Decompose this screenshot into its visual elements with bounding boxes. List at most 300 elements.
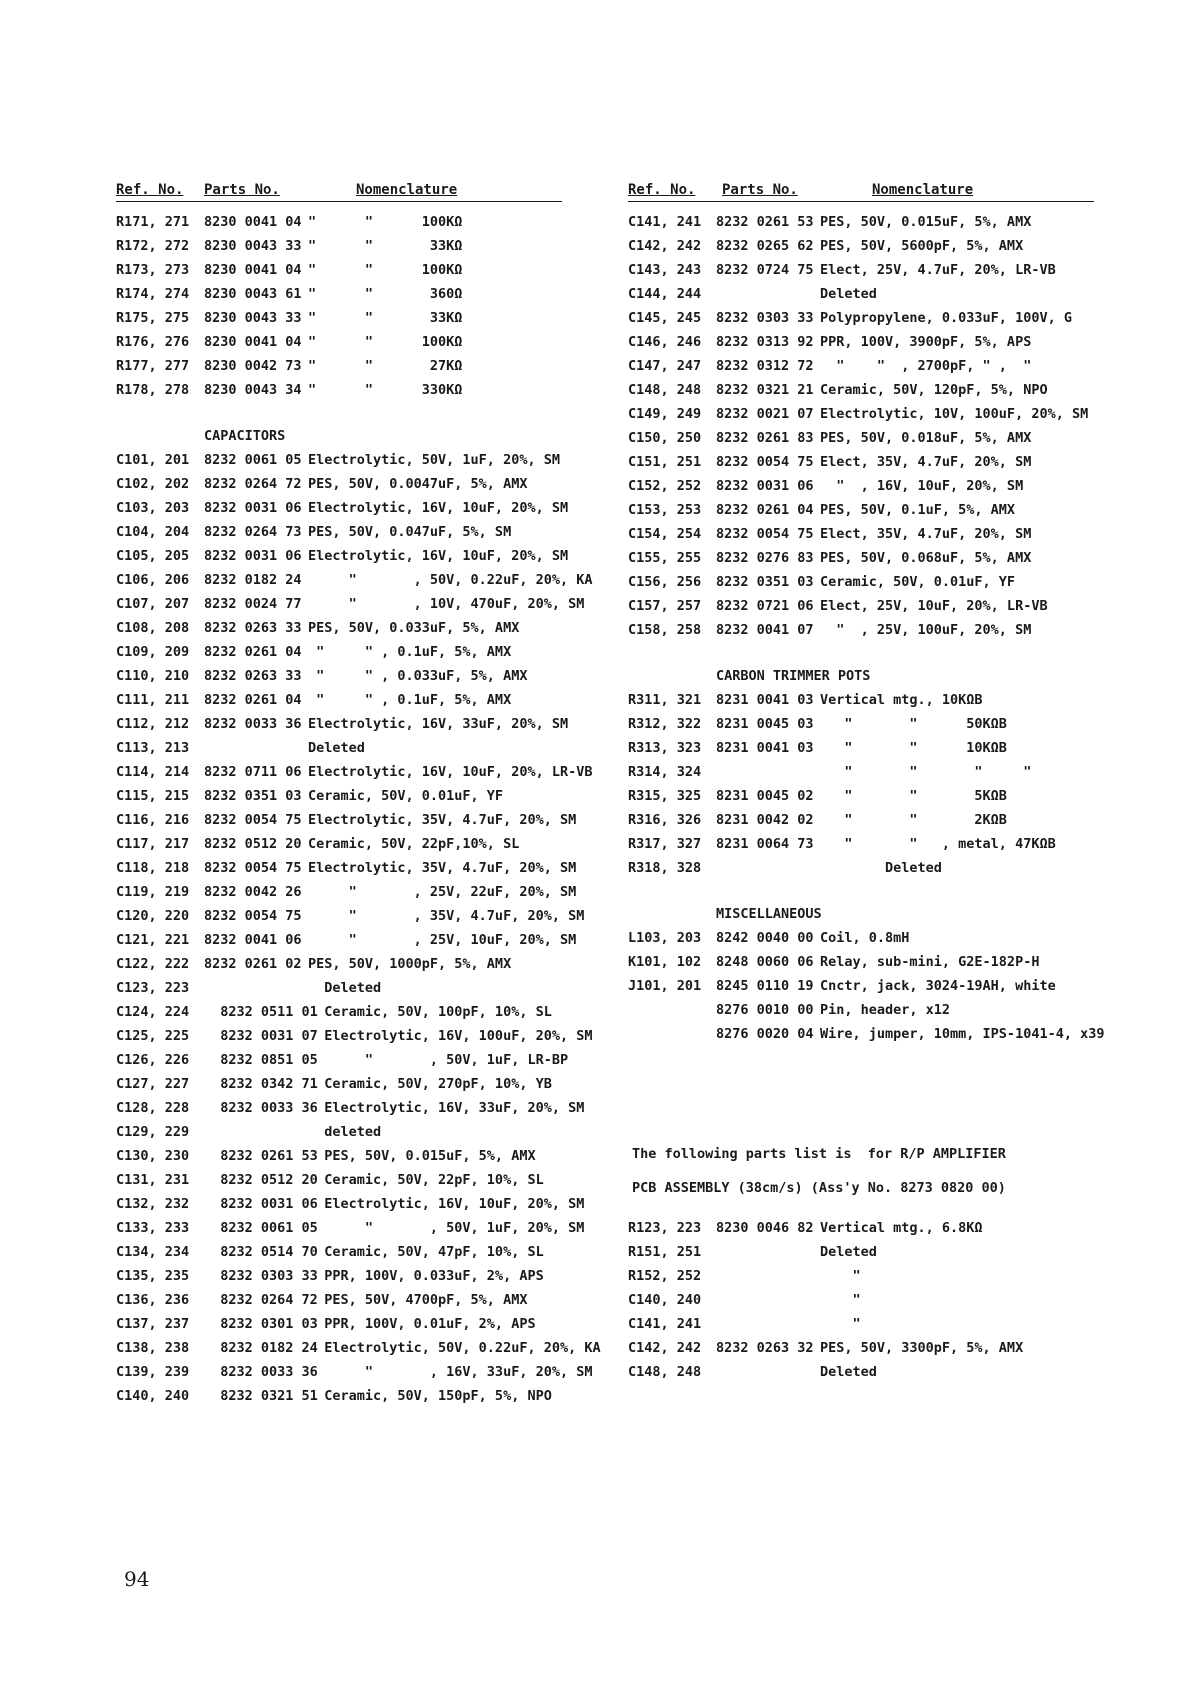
- parts-no: 8232 0033 36: [204, 1364, 318, 1380]
- ref-no: C121, 221: [116, 932, 190, 948]
- ref-no: R123, 223: [628, 1220, 702, 1236]
- table-row: [628, 712, 1098, 736]
- nomenclature: " " " ": [820, 764, 1032, 780]
- nomenclature: " " 50KΩB: [820, 716, 1007, 732]
- parts-no: 8232 0033 36: [204, 1100, 318, 1116]
- table-row: [116, 904, 586, 928]
- ref-no: C142, 242: [628, 238, 702, 254]
- ref-no: C144, 244: [628, 286, 702, 302]
- nomenclature: " , 16V, 33uF, 20%, SM: [308, 1364, 593, 1380]
- table-row: [628, 1288, 1098, 1312]
- nomenclature: Electrolytic, 50V, 0.22uF, 20%, KA: [308, 1340, 601, 1356]
- table-row: [116, 544, 586, 568]
- table-row: [628, 760, 1098, 784]
- ref-no: C131, 231: [116, 1172, 190, 1188]
- nomenclature: Deleted: [820, 1244, 877, 1260]
- nomenclature: " , 10V, 470uF, 20%, SM: [308, 596, 585, 612]
- table-row: [116, 568, 593, 592]
- ref-no: C120, 220: [116, 908, 190, 924]
- ref-no: C116, 216: [116, 812, 190, 828]
- misc-list: [628, 926, 1105, 1046]
- parts-no: 8232 0264 73: [204, 524, 302, 540]
- nomenclature: " " , 0.033uF, 5%, AMX: [308, 668, 528, 684]
- table-row: [116, 234, 586, 258]
- parts-no: 8230 0043 34: [204, 382, 302, 398]
- trimmer-list: [628, 688, 1098, 880]
- table-row: [628, 234, 1098, 258]
- table-row: [116, 592, 586, 616]
- ref-no: C138, 238: [116, 1340, 190, 1356]
- nomenclature: " " 10KΩB: [820, 740, 1007, 756]
- nomenclature: Ceramic, 50V, 47pF, 10%, SL: [308, 1244, 544, 1260]
- parts-no: 8232 0512 20: [204, 836, 302, 852]
- nomenclature: Elect, 25V, 4.7uF, 20%, LR-VB: [820, 262, 1056, 278]
- ref-no: R177, 277: [116, 358, 190, 374]
- nomenclature: Electrolytic, 16V, 10uF, 20%, SM: [308, 1196, 585, 1212]
- parts-no: 8232 0851 05: [204, 1052, 318, 1068]
- nomenclature: " " 100KΩ: [308, 262, 463, 278]
- table-row: [628, 354, 1098, 378]
- table-row: [628, 450, 1098, 474]
- table-row: [116, 856, 586, 880]
- table-row: [116, 1216, 586, 1240]
- parts-no: 8232 0721 06: [716, 598, 814, 614]
- parts-no: 8232 0263 33: [204, 668, 302, 684]
- table-row: [116, 496, 586, 520]
- parts-no: 8232 0261 04: [204, 692, 302, 708]
- ref-no: R176, 276: [116, 334, 190, 350]
- ref-no: C103, 203: [116, 500, 190, 516]
- ref-no: K101, 102: [628, 954, 702, 970]
- table-row: [116, 736, 586, 760]
- nomenclature: PES, 50V, 0.015uF, 5%, AMX: [820, 214, 1032, 230]
- nomenclature: Electrolytic, 16V, 10uF, 20%, SM: [308, 548, 569, 564]
- parts-no: 8232 0021 07: [716, 406, 814, 422]
- table-row: [628, 926, 1098, 950]
- nomenclature: PES, 50V, 0.0047uF, 5%, AMX: [308, 476, 528, 492]
- table-row: [116, 760, 593, 784]
- parts-no: 8232 0261 04: [716, 502, 814, 518]
- nomenclature: " " 27KΩ: [308, 358, 463, 374]
- ref-no: R318, 328: [628, 860, 702, 876]
- nomenclature: Elect, 35V, 4.7uF, 20%, SM: [820, 454, 1032, 470]
- nomenclature: PES, 50V, 0.1uF, 5%, AMX: [820, 502, 1016, 518]
- table-row: [116, 1312, 586, 1336]
- table-row: [628, 570, 1098, 594]
- ref-no: C106, 206: [116, 572, 190, 588]
- ref-no: C104, 204: [116, 524, 190, 540]
- table-row: [116, 1192, 586, 1216]
- ref-no: C143, 243: [628, 262, 702, 278]
- table-row: [116, 640, 586, 664]
- parts-no: 8232 0711 06: [204, 764, 302, 780]
- ref-no: R312, 322: [628, 716, 702, 732]
- parts-no: 8232 0264 72: [204, 476, 302, 492]
- table-row: [116, 880, 586, 904]
- nomenclature: Ceramic, 50V, 0.01uF, YF: [820, 574, 1016, 590]
- parts-no: 8231 0041 03: [716, 692, 814, 708]
- table-row: [628, 402, 1098, 426]
- parts-no: 8232 0303 33: [204, 1268, 318, 1284]
- ref-no: C101, 201: [116, 452, 190, 468]
- nomenclature: Electrolytic, 35V, 4.7uF, 20%, SM: [308, 860, 577, 876]
- parts-no: 8231 0045 02: [716, 788, 814, 804]
- table-row: [116, 616, 586, 640]
- table-row: [116, 258, 586, 282]
- parts-no: 8230 0041 04: [204, 262, 302, 278]
- table-row: [116, 1048, 586, 1072]
- nomenclature: Ceramic, 50V, 22pF, 10%, SL: [308, 1172, 544, 1188]
- right-column: [628, 182, 1105, 1384]
- table-row: [116, 928, 586, 952]
- ref-no: R175, 275: [116, 310, 190, 326]
- table-row: [116, 282, 586, 306]
- ref-no: C135, 235: [116, 1268, 190, 1284]
- ref-no: C122, 222: [116, 956, 190, 972]
- nomenclature-header: Nomenclature: [356, 182, 458, 198]
- parts-no: 8232 0313 92: [716, 334, 814, 350]
- table-row: [628, 998, 1098, 1022]
- nomenclature: " " , 2700pF, " , ": [820, 358, 1032, 374]
- right-header: [628, 182, 1098, 202]
- nomenclature: PES, 50V, 0.018uF, 5%, AMX: [820, 430, 1032, 446]
- table-row: [116, 976, 586, 1000]
- parts-no: 8232 0514 70: [204, 1244, 318, 1260]
- table-row: [116, 1336, 601, 1360]
- nomenclature: Relay, sub-mini, G2E-182P-H: [820, 954, 1040, 970]
- ref-no: C130, 230: [116, 1148, 190, 1164]
- nomenclature: deleted: [308, 1124, 382, 1140]
- parts-no: 8230 0041 04: [204, 334, 302, 350]
- table-row: [116, 664, 586, 688]
- ref-no: R171, 271: [116, 214, 190, 230]
- ref-no: C123, 223: [116, 980, 190, 996]
- nomenclature: Ceramic, 50V, 270pF, 10%, YB: [308, 1076, 552, 1092]
- table-row: [628, 498, 1098, 522]
- parts-no: 8232 0054 75: [204, 812, 302, 828]
- parts-no: 8232 0054 75: [204, 860, 302, 876]
- ref-no: C147, 247: [628, 358, 702, 374]
- nomenclature: " , 50V, 1uF, LR-BP: [308, 1052, 569, 1068]
- table-row: [628, 210, 1098, 234]
- table-row: [628, 688, 1098, 712]
- parts-no: 8232 0512 20: [204, 1172, 318, 1188]
- ref-no: C149, 249: [628, 406, 702, 422]
- table-row: [116, 210, 586, 234]
- table-row: [628, 808, 1098, 832]
- parts-no: 8230 0041 04: [204, 214, 302, 230]
- table-row: [116, 1120, 586, 1144]
- parts-no: 8230 0046 82: [716, 1220, 814, 1236]
- parts-no: 8232 0265 62: [716, 238, 814, 254]
- ref-no: C102, 202: [116, 476, 190, 492]
- table-row: [628, 258, 1098, 282]
- parts-no: 8232 0024 77: [204, 596, 302, 612]
- table-row: [116, 832, 586, 856]
- table-row: [628, 330, 1098, 354]
- nomenclature: Deleted: [820, 286, 877, 302]
- nomenclature: Ceramic, 50V, 150pF, 5%, NPO: [308, 1388, 552, 1404]
- nomenclature: " " , metal, 47KΩB: [820, 836, 1056, 852]
- ref-no: R315, 325: [628, 788, 702, 804]
- nomenclature: Elect, 35V, 4.7uF, 20%, SM: [820, 526, 1032, 542]
- parts-no: 8242 0040 00: [716, 930, 814, 946]
- table-row: [628, 856, 1098, 880]
- parts-no: 8232 0261 53: [716, 214, 814, 230]
- parts-no: 8232 0182 24: [204, 1340, 318, 1356]
- ref-no: C152, 252: [628, 478, 702, 494]
- nomenclature: " " 33KΩ: [308, 310, 463, 326]
- table-row: [116, 448, 586, 472]
- table-row: [116, 1384, 586, 1408]
- nomenclature: Deleted: [308, 980, 382, 996]
- nomenclature: PES, 50V, 1000pF, 5%, AMX: [308, 956, 512, 972]
- parts-no: 8245 0110 19: [716, 978, 814, 994]
- assembly-note-line2: PCB ASSEMBLY (38cm/s) (Ass'y No. 8273 0820 00): [632, 1180, 1006, 1196]
- nomenclature: Ceramic, 50V, 22pF,10%, SL: [308, 836, 520, 852]
- table-row: [628, 618, 1098, 642]
- parts-no: 8232 0301 03: [204, 1316, 318, 1332]
- ref-no: C126, 226: [116, 1052, 190, 1068]
- parts-no: 8230 0043 33: [204, 238, 302, 254]
- parts-no: 8232 0031 06: [204, 500, 302, 516]
- ref-no-header: Ref. No.: [628, 182, 696, 198]
- table-row: [628, 736, 1098, 760]
- nomenclature: Deleted: [820, 1364, 877, 1380]
- ref-no: C117, 217: [116, 836, 190, 852]
- trimmer-pots-title: CARBON TRIMMER POTS: [716, 668, 871, 684]
- table-row: [628, 546, 1098, 570]
- ref-no: R173, 273: [116, 262, 190, 278]
- table-row: [116, 520, 586, 544]
- table-row: [116, 1072, 586, 1096]
- parts-no: 8230 0043 61: [204, 286, 302, 302]
- nomenclature: " " 33KΩ: [308, 238, 463, 254]
- parts-no: 8232 0351 03: [204, 788, 302, 804]
- parts-no: 8232 0511 01: [204, 1004, 318, 1020]
- ref-no: C140, 240: [628, 1292, 702, 1308]
- nomenclature: Electrolytic, 16V, 10uF, 20%, LR-VB: [308, 764, 593, 780]
- ref-no: R317, 327: [628, 836, 702, 852]
- table-row: [116, 354, 586, 378]
- parts-no: 8230 0043 33: [204, 310, 302, 326]
- parts-no: 8232 0303 33: [716, 310, 814, 326]
- table-row: [116, 1168, 586, 1192]
- parts-no: 8232 0041 06: [204, 932, 302, 948]
- parts-no: 8232 0724 75: [716, 262, 814, 278]
- parts-no: 8230 0042 73: [204, 358, 302, 374]
- parts-no: 8231 0042 02: [716, 812, 814, 828]
- left-column: [116, 182, 601, 1408]
- ref-no: R311, 321: [628, 692, 702, 708]
- ref-no: C132, 232: [116, 1196, 190, 1212]
- nomenclature: PES, 50V, 0.033uF, 5%, AMX: [308, 620, 520, 636]
- ref-no: C127, 227: [116, 1076, 190, 1092]
- ref-no: C118, 218: [116, 860, 190, 876]
- ref-no: C115, 215: [116, 788, 190, 804]
- nomenclature: " , 25V, 22uF, 20%, SM: [308, 884, 577, 900]
- nomenclature: Electrolytic, 16V, 33uF, 20%, SM: [308, 716, 569, 732]
- table-row: [628, 784, 1098, 808]
- nomenclature: " , 25V, 100uF, 20%, SM: [820, 622, 1032, 638]
- ref-no: C153, 253: [628, 502, 702, 518]
- nomenclature: PES, 50V, 0.068uF, 5%, AMX: [820, 550, 1032, 566]
- nomenclature: PES, 50V, 0.047uF, 5%, SM: [308, 524, 512, 540]
- ref-no: R316, 326: [628, 812, 702, 828]
- ref-no: C151, 251: [628, 454, 702, 470]
- ref-no: C112, 212: [116, 716, 190, 732]
- parts-no: 8231 0045 03: [716, 716, 814, 732]
- nomenclature: " , 50V, 0.22uF, 20%, KA: [308, 572, 593, 588]
- parts-no: 8232 0321 21: [716, 382, 814, 398]
- nomenclature: Electrolytic, 50V, 1uF, 20%, SM: [308, 452, 560, 468]
- table-row: [116, 688, 586, 712]
- table-row: [116, 306, 586, 330]
- nomenclature-header: Nomenclature: [872, 182, 974, 198]
- parts-no: 8232 0054 75: [204, 908, 302, 924]
- nomenclature: Vertical mtg., 10KΩB: [820, 692, 983, 708]
- nomenclature: ": [820, 1292, 861, 1308]
- nomenclature: Electrolytic, 16V, 100uF, 20%, SM: [308, 1028, 593, 1044]
- table-row: [628, 974, 1098, 998]
- parts-no: 8232 0261 53: [204, 1148, 318, 1164]
- nomenclature: Vertical mtg., 6.8KΩ: [820, 1220, 983, 1236]
- ref-no: C111, 211: [116, 692, 190, 708]
- table-row: [628, 950, 1098, 974]
- nomenclature: PES, 50V, 3300pF, 5%, AMX: [820, 1340, 1024, 1356]
- ref-no: C150, 250: [628, 430, 702, 446]
- table-row: [116, 1144, 586, 1168]
- nomenclature: ": [820, 1316, 861, 1332]
- table-row: [116, 712, 586, 736]
- nomenclature: Elect, 25V, 10uF, 20%, LR-VB: [820, 598, 1048, 614]
- ref-no: C124, 224: [116, 1004, 190, 1020]
- table-row: [628, 1264, 1098, 1288]
- ref-no: C142, 242: [628, 1340, 702, 1356]
- parts-no: 8232 0042 26: [204, 884, 302, 900]
- nomenclature: " " , 0.1uF, 5%, AMX: [308, 692, 512, 708]
- parts-no: 8232 0276 83: [716, 550, 814, 566]
- parts-no-header: Parts No.: [722, 182, 798, 198]
- nomenclature: Deleted: [820, 860, 942, 876]
- ref-no: C114, 214: [116, 764, 190, 780]
- nomenclature: Polypropylene, 0.033uF, 100V, G: [820, 310, 1072, 326]
- nomenclature: " , 50V, 1uF, 20%, SM: [308, 1220, 585, 1236]
- nomenclature: PPR, 100V, 3900pF, 5%, APS: [820, 334, 1032, 350]
- nomenclature: " " 330KΩ: [308, 382, 463, 398]
- table-row: [116, 1288, 586, 1312]
- parts-no: 8232 0261 02: [204, 956, 302, 972]
- header-rule: [628, 201, 1094, 202]
- nomenclature: Electrolytic, 35V, 4.7uF, 20%, SM: [308, 812, 577, 828]
- table-row: [628, 474, 1098, 498]
- parts-no: 8248 0060 06: [716, 954, 814, 970]
- page-number: 94: [124, 1567, 150, 1591]
- table-row: [628, 1240, 1098, 1264]
- table-row: [628, 282, 1098, 306]
- left-header: [116, 182, 586, 202]
- table-row: [116, 784, 586, 808]
- ref-no: J101, 201: [628, 978, 702, 994]
- table-row: [628, 426, 1098, 450]
- ref-no: C136, 236: [116, 1292, 190, 1308]
- table-row: [628, 832, 1098, 856]
- ref-no: R314, 324: [628, 764, 702, 780]
- parts-no: 8232 0263 33: [204, 620, 302, 636]
- ref-no: C146, 246: [628, 334, 702, 350]
- parts-no: 8232 0031 06: [716, 478, 814, 494]
- nomenclature: Electrolytic, 16V, 33uF, 20%, SM: [308, 1100, 585, 1116]
- table-row: [628, 522, 1098, 546]
- parts-no: 8232 0031 06: [204, 548, 302, 564]
- nomenclature: Electrolytic, 16V, 10uF, 20%, SM: [308, 500, 569, 516]
- nomenclature: " " 100KΩ: [308, 214, 463, 230]
- ref-no: C148, 248: [628, 382, 702, 398]
- nomenclature: ": [820, 1268, 861, 1284]
- table-row: [116, 1024, 593, 1048]
- table-row: [628, 1312, 1098, 1336]
- nomenclature: Cnctr, jack, 3024-19AH, white: [820, 978, 1056, 994]
- ref-no: C148, 248: [628, 1364, 702, 1380]
- nomenclature: PPR, 100V, 0.01uF, 2%, APS: [308, 1316, 536, 1332]
- assembly-note-line1: The following parts list is for R/P AMPLIFIER: [632, 1146, 1006, 1162]
- parts-no: 8232 0061 05: [204, 1220, 318, 1236]
- parts-no: 8232 0351 03: [716, 574, 814, 590]
- nomenclature: " , 35V, 4.7uF, 20%, SM: [308, 908, 585, 924]
- parts-no: 8231 0064 73: [716, 836, 814, 852]
- ref-no: C156, 256: [628, 574, 702, 590]
- ref-no: C108, 208: [116, 620, 190, 636]
- rp-amplifier-list: [628, 1216, 1098, 1384]
- parts-no: 8232 0261 83: [716, 430, 814, 446]
- capacitors-title: CAPACITORS: [204, 428, 286, 444]
- parts-no-header: Parts No.: [204, 182, 280, 198]
- ref-no: C129, 229: [116, 1124, 190, 1140]
- ref-no-header: Ref. No.: [116, 182, 184, 198]
- table-row: [116, 472, 586, 496]
- parts-no: 8232 0054 75: [716, 454, 814, 470]
- ref-no: C109, 209: [116, 644, 190, 660]
- ref-no: R152, 252: [628, 1268, 702, 1284]
- header-rule: [116, 201, 562, 202]
- ref-no: C141, 241: [628, 214, 702, 230]
- nomenclature: Wire, jumper, 10mm, IPS-1041-4, x39: [820, 1026, 1105, 1042]
- nomenclature: " , 16V, 10uF, 20%, SM: [820, 478, 1024, 494]
- ref-no: C133, 233: [116, 1220, 190, 1236]
- ref-no: C134, 234: [116, 1244, 190, 1260]
- ref-no: C157, 257: [628, 598, 702, 614]
- nomenclature: Coil, 0.8mH: [820, 930, 910, 946]
- parts-no: 8232 0312 72: [716, 358, 814, 374]
- ref-no: C140, 240: [116, 1388, 190, 1404]
- ref-no: C155, 255: [628, 550, 702, 566]
- table-row: [628, 1336, 1098, 1360]
- table-row: [116, 952, 586, 976]
- parts-no: 8231 0041 03: [716, 740, 814, 756]
- parts-no: 8232 0054 75: [716, 526, 814, 542]
- table-row: [628, 306, 1098, 330]
- ref-no: C158, 258: [628, 622, 702, 638]
- parts-no: 8232 0182 24: [204, 572, 302, 588]
- table-row: [116, 1000, 586, 1024]
- table-row: [628, 594, 1098, 618]
- nomenclature: " " 2KΩB: [820, 812, 1007, 828]
- ref-no: R172, 272: [116, 238, 190, 254]
- table-row: [116, 1240, 586, 1264]
- parts-no: 8232 0041 07: [716, 622, 814, 638]
- ref-no: R174, 274: [116, 286, 190, 302]
- ref-no: C154, 254: [628, 526, 702, 542]
